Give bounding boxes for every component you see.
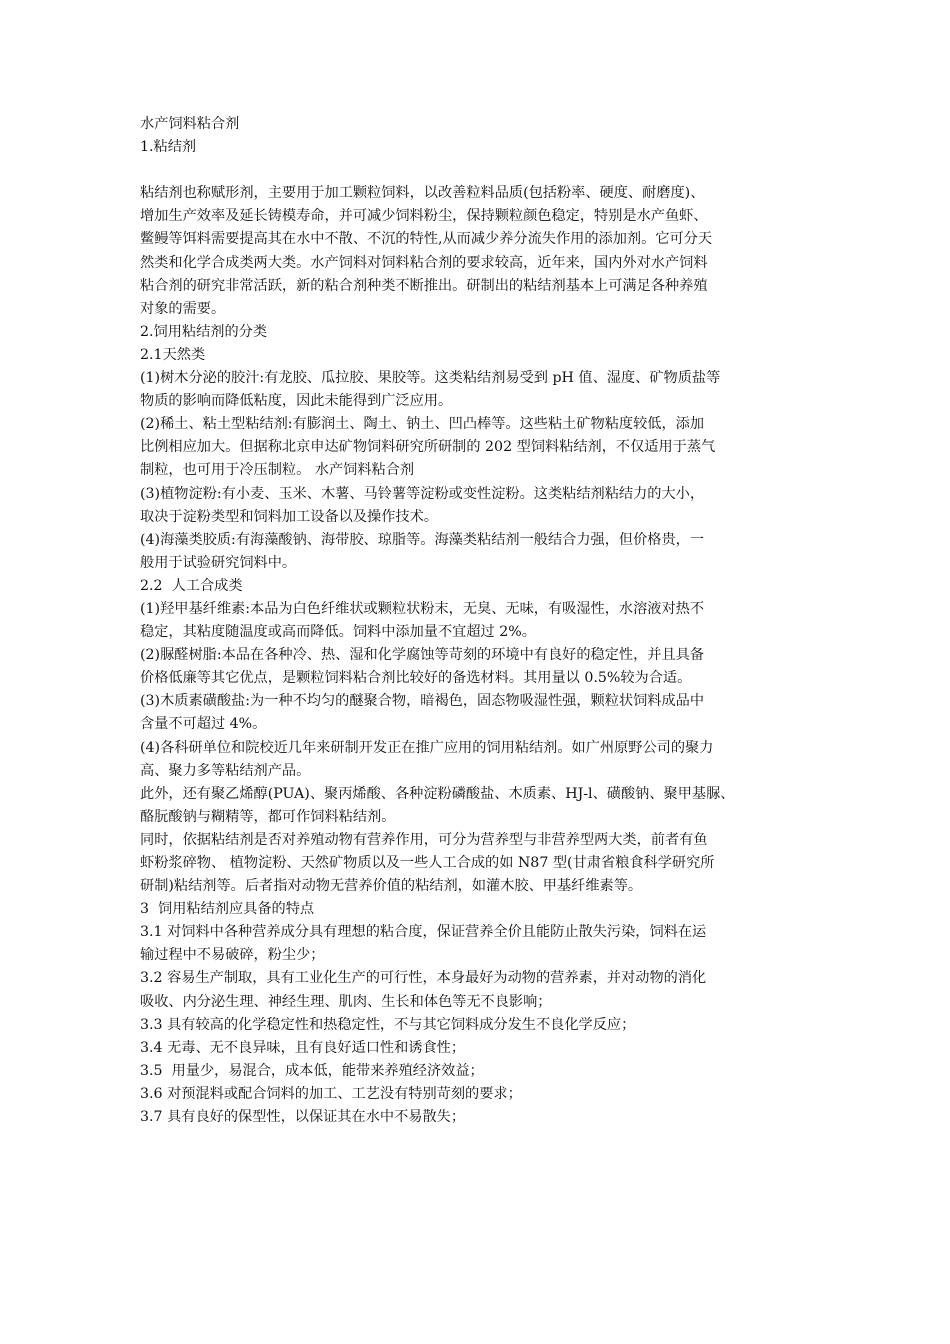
- text-line: 3.3 具有较高的化学稳定性和热稳定性，不与其它饲料成分发生不良化学反应；: [140, 1016, 636, 1033]
- text-line: (3)植物淀粉:有小麦、玉米、木薯、马铃薯等淀粉或变性淀粉。这类粘结剂粘结力的大小，: [140, 485, 705, 502]
- text-line: 2.饲用粘结剂的分类: [140, 323, 268, 340]
- text-line: 然类和化学合成类两大类。水产饲料对饲料粘合剂的要求较高，近年来，国内外对水产饲料: [140, 254, 708, 271]
- text-line: 吸收、内分泌生理、神经生理、肌肉、生长和体色等无不良影响；: [140, 993, 552, 1010]
- text-line: 价格低廉等其它优点，是颗粒饲料粘合剂比较好的备选材料。其用量以 0.5%较为合适。: [140, 670, 692, 687]
- text-line: (2)脲醛树脂:本品在各种冷、热、湿和化学腐蚀等苛刻的环境中有良好的稳定性，并且具备: [140, 647, 705, 664]
- text-line: 比例相应加大。但据称北京申达矿物饲料研究所研制的 202 型饲料粘结剂，不仅适用于蒸气: [140, 439, 716, 456]
- text-line: 2.1天然类: [140, 346, 206, 363]
- text-line: 1.粘结剂: [140, 139, 197, 156]
- text-line: 此外，还有聚乙烯醇(PUA)、聚丙烯酸、各种淀粉磷酸盐、木质素、HJ-l、磺酸钠、聚甲基脲、: [140, 785, 735, 802]
- text-line: 3.5 用量少，易混合，成本低，能带来养殖经济效益；: [140, 1062, 484, 1079]
- text-line: 3.7 具有良好的保型性，以保证其在水中不易散失；: [140, 1109, 466, 1126]
- text-line: 同时，依据粘结剂是否对养殖动物有营养作用，可分为营养型与非营养型两大类，前者有鱼: [140, 831, 708, 848]
- text-line: 取决于淀粉类型和饲料加工设备以及操作技术。: [140, 508, 438, 525]
- text-line: 酪朊酸钠与糊精等，都可作饲料粘结剂。: [140, 808, 396, 825]
- text-line: 增加生产效率及延长铸模寿命，并可减少饲料粉尘，保持颗粒颜色稳定，特别是水产鱼虾、: [140, 208, 708, 225]
- text-line: 3.4 无毒、无不良异味，且有良好适口性和诱食性；: [140, 1039, 466, 1056]
- text-line: 稳定，其粘度随温度或高而降低。饲料中添加量不宜超过 2%。: [140, 624, 536, 641]
- text-line: (1)树木分泌的胶汁:有龙胶、瓜拉胶、果胶等。这类粘结剂易受到 pH 值、湿度、矿物质盐等: [140, 370, 721, 387]
- text-line: 含量不可超过 4%。: [140, 716, 267, 733]
- text-line: (2)稀土、粘土型粘结剂:有膨润土、陶土、钠土、凹凸棒等。这些粘土矿物粘度较低，添加: [140, 416, 705, 433]
- text-line: 虾粉浆碎物、 植物淀粉、天然矿物质以及一些人工合成的如 N87 型(甘肃省粮食科学研究所: [140, 855, 715, 871]
- text-line: 制粒，也可用于冷压制粒。 水产饲料粘合剂: [140, 462, 415, 479]
- text-line: 3.1 对饲料中各种营养成分具有理想的粘合度，保证营养全价且能防止散失污染，饲料在运: [140, 924, 707, 941]
- text-line: 3.6 对预混料或配合饲料的加工、工艺没有特别苛刻的要求；: [140, 1085, 522, 1102]
- document-page: [140, 113, 820, 1129]
- text-line: 3 饲用粘结剂应具备的特点: [140, 901, 315, 918]
- text-line: 对象的需要。: [140, 300, 226, 317]
- text-line: 粘合剂的研究非常活跃，新的粘合剂种类不断推出。研制出的粘结剂基本上可满足各种养殖: [140, 277, 708, 294]
- text-line: 2.2 人工合成类: [140, 577, 243, 594]
- text-line: 研制)粘结剂等。后者指对动物无营养价值的粘结剂，如灌木胶、甲基纤维素等。: [140, 878, 643, 895]
- blank-line: [140, 159, 820, 182]
- text-line: 般用于试验研究饲料中。: [140, 554, 297, 571]
- text-line: 鳖鳗等饵料需要提高其在水中不散、不沉的特性,从而减少养分流失作用的添加剂。它可分天: [140, 231, 713, 248]
- text-line: 水产饲料粘合剂: [140, 116, 240, 132]
- text-line: 物质的影响而降低粘度，因此未能得到广泛应用。: [140, 393, 453, 410]
- text-line: (4)各科研单位和院校近几年来研制开发正在推广应用的饲用粘结剂。如广州原野公司的聚力: [140, 739, 714, 756]
- text-line: (1)羟甲基纤维素:本品为白色纤维状或颗粒状粉末，无臭、无味，有吸湿性，水溶液对热不: [140, 600, 705, 617]
- text-line: 粘结剂也称赋形剂，主要用于加工颗粒饲料，以改善粒料品质(包括粉率、硬度、耐磨度)、: [140, 185, 705, 202]
- text-line: 3.2 容易生产制取，具有工业化生产的可行性，本身最好为动物的营养素，并对动物的消化: [140, 970, 707, 987]
- text-line: (3)木质素磺酸盐:为一种不均匀的醚聚合物，暗褐色，固态物吸湿性强，颗粒状饲料成品中: [140, 693, 705, 710]
- text-line: 输过程中不易破碎，粉尘少；: [140, 947, 325, 964]
- text-line: 高、聚力多等粘结剂产品。: [140, 762, 311, 779]
- text-line: (4)海藻类胶质:有海藻酸钠、海带胶、琼脂等。海藻类粘结剂一般结合力强，但价格贵，一: [140, 531, 705, 548]
